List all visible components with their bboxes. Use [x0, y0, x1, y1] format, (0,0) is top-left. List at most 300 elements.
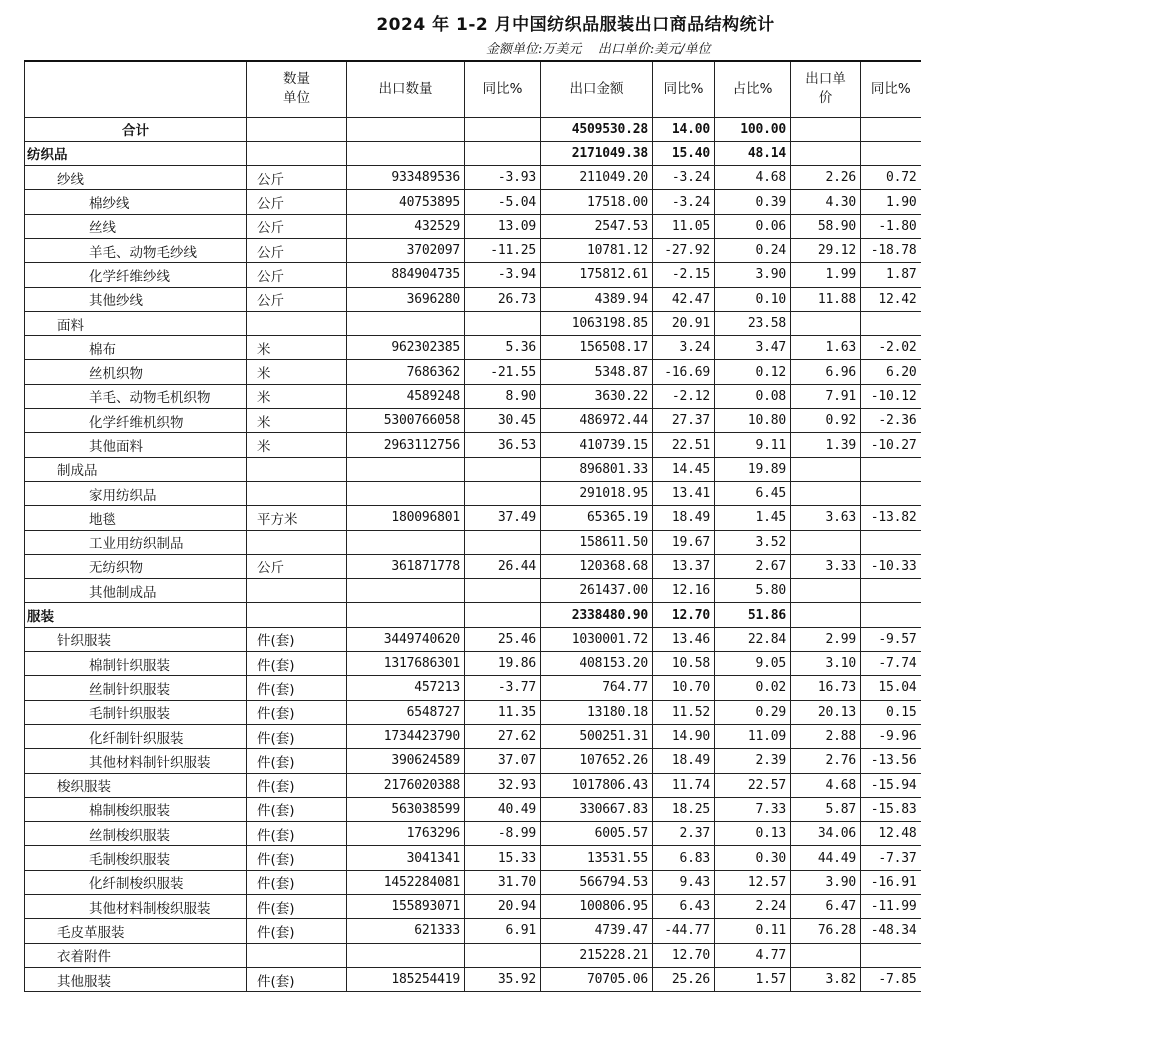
- cell-amount-yoy: 6.43: [653, 895, 715, 919]
- cell-price-yoy: -10.12: [861, 384, 921, 408]
- cell-item-name: 化纤制梭织服装: [25, 870, 247, 894]
- cell-unit: [247, 530, 347, 554]
- cell-amount: 13180.18: [541, 700, 653, 724]
- cell-unit: 件(套): [247, 822, 347, 846]
- cell-quantity-yoy: -21.55: [465, 360, 541, 384]
- header-unit: 数量 单位: [247, 61, 347, 117]
- cell-quantity-yoy: 13.09: [465, 214, 541, 238]
- cell-amount-yoy: 22.51: [653, 433, 715, 457]
- cell-unit-price: 5.87: [791, 797, 861, 821]
- cell-amount: 4509530.28: [541, 117, 653, 141]
- table-row: [25, 530, 921, 554]
- cell-price-yoy: -1.80: [861, 214, 921, 238]
- cell-unit-price: 6.47: [791, 895, 861, 919]
- header-item: [25, 61, 247, 117]
- table-row: [25, 409, 921, 433]
- cell-unit-price: 1.39: [791, 433, 861, 457]
- cell-quantity-yoy: -3.94: [465, 263, 541, 287]
- cell-amount-yoy: 14.90: [653, 724, 715, 748]
- cell-unit-price: [791, 141, 861, 165]
- cell-amount: 65365.19: [541, 506, 653, 530]
- cell-share: 19.89: [715, 457, 791, 481]
- cell-quantity-yoy: 15.33: [465, 846, 541, 870]
- cell-quantity-yoy: 11.35: [465, 700, 541, 724]
- cell-unit: 米: [247, 360, 347, 384]
- cell-unit-price: 3.82: [791, 967, 861, 991]
- cell-quantity-yoy: [465, 457, 541, 481]
- cell-unit: [247, 457, 347, 481]
- cell-share: 0.13: [715, 822, 791, 846]
- cell-quantity-yoy: 5.36: [465, 336, 541, 360]
- cell-item-name: 羊毛、动物毛机织物: [25, 384, 247, 408]
- cell-share: 0.08: [715, 384, 791, 408]
- cell-quantity-yoy: 30.45: [465, 409, 541, 433]
- cell-amount-yoy: 10.70: [653, 676, 715, 700]
- header-amount: 出口金额: [541, 61, 653, 117]
- table-row: [25, 749, 921, 773]
- cell-quantity: 3449740620: [347, 627, 465, 651]
- cell-quantity-yoy: 19.86: [465, 652, 541, 676]
- cell-quantity: 180096801: [347, 506, 465, 530]
- cell-item-name: 棉制梭织服装: [25, 797, 247, 821]
- cell-unit-price: 76.28: [791, 919, 861, 943]
- cell-price-yoy: 6.20: [861, 360, 921, 384]
- cell-item-name: 毛制梭织服装: [25, 846, 247, 870]
- cell-amount-yoy: 19.67: [653, 530, 715, 554]
- cell-quantity: 1452284081: [347, 870, 465, 894]
- cell-quantity-yoy: 31.70: [465, 870, 541, 894]
- table-row: [25, 311, 921, 335]
- cell-unit: 件(套): [247, 724, 347, 748]
- cell-unit-price: 34.06: [791, 822, 861, 846]
- cell-amount: 70705.06: [541, 967, 653, 991]
- cell-unit: 公斤: [247, 214, 347, 238]
- cell-unit-price: 58.90: [791, 214, 861, 238]
- cell-unit: [247, 311, 347, 335]
- cell-quantity: 155893071: [347, 895, 465, 919]
- cell-price-yoy: -10.27: [861, 433, 921, 457]
- cell-amount-yoy: 12.16: [653, 579, 715, 603]
- cell-amount-yoy: 12.70: [653, 943, 715, 967]
- cell-quantity-yoy: [465, 943, 541, 967]
- cell-item-name: 丝制针织服装: [25, 676, 247, 700]
- cell-item-name: 纱线: [25, 166, 247, 190]
- cell-share: 0.30: [715, 846, 791, 870]
- cell-unit: 件(套): [247, 967, 347, 991]
- cell-amount: 330667.83: [541, 797, 653, 821]
- cell-item-name: 无纺织物: [25, 554, 247, 578]
- cell-price-yoy: [861, 481, 921, 505]
- cell-quantity-yoy: 35.92: [465, 967, 541, 991]
- cell-quantity: 361871778: [347, 554, 465, 578]
- cell-amount-yoy: 15.40: [653, 141, 715, 165]
- cell-quantity-yoy: 32.93: [465, 773, 541, 797]
- cell-unit-price: 4.30: [791, 190, 861, 214]
- cell-price-yoy: -2.36: [861, 409, 921, 433]
- cell-amount-yoy: 3.24: [653, 336, 715, 360]
- cell-unit: 件(套): [247, 652, 347, 676]
- cell-price-yoy: 12.42: [861, 287, 921, 311]
- cell-amount: 211049.20: [541, 166, 653, 190]
- cell-quantity: 4589248: [347, 384, 465, 408]
- cell-unit: 米: [247, 433, 347, 457]
- cell-quantity: 933489536: [347, 166, 465, 190]
- cell-item-name: 羊毛、动物毛纱线: [25, 238, 247, 262]
- cell-amount: 500251.31: [541, 724, 653, 748]
- cell-unit: 件(套): [247, 797, 347, 821]
- cell-quantity: 5300766058: [347, 409, 465, 433]
- cell-share: 2.24: [715, 895, 791, 919]
- cell-item-name: 梭织服装: [25, 773, 247, 797]
- cell-share: 3.90: [715, 263, 791, 287]
- cell-amount-yoy: 18.49: [653, 506, 715, 530]
- cell-quantity: 563038599: [347, 797, 465, 821]
- cell-quantity: [347, 311, 465, 335]
- cell-amount-yoy: 13.41: [653, 481, 715, 505]
- cell-share: 7.33: [715, 797, 791, 821]
- table-row: [25, 652, 921, 676]
- cell-amount-yoy: 11.52: [653, 700, 715, 724]
- cell-share: 0.24: [715, 238, 791, 262]
- cell-amount: 107652.26: [541, 749, 653, 773]
- cell-quantity-yoy: 6.91: [465, 919, 541, 943]
- cell-quantity-yoy: -11.25: [465, 238, 541, 262]
- cell-quantity-yoy: 37.49: [465, 506, 541, 530]
- cell-amount: 566794.53: [541, 870, 653, 894]
- cell-amount-yoy: -44.77: [653, 919, 715, 943]
- cell-unit-price: 16.73: [791, 676, 861, 700]
- cell-share: 51.86: [715, 603, 791, 627]
- cell-unit-price: 3.63: [791, 506, 861, 530]
- cell-amount-yoy: 25.26: [653, 967, 715, 991]
- cell-amount: 17518.00: [541, 190, 653, 214]
- cell-amount-yoy: 2.37: [653, 822, 715, 846]
- table-row: [25, 579, 921, 603]
- cell-item-name: 其他纱线: [25, 287, 247, 311]
- cell-unit: [247, 481, 347, 505]
- cell-quantity: 621333: [347, 919, 465, 943]
- cell-price-yoy: -16.91: [861, 870, 921, 894]
- cell-item-name: 丝线: [25, 214, 247, 238]
- cell-unit-price: [791, 481, 861, 505]
- cell-quantity-yoy: 26.73: [465, 287, 541, 311]
- table-row: [25, 870, 921, 894]
- cell-share: 1.45: [715, 506, 791, 530]
- table-row: [25, 238, 921, 262]
- cell-unit-price: 0.92: [791, 409, 861, 433]
- cell-quantity-yoy: 27.62: [465, 724, 541, 748]
- cell-quantity-yoy: 36.53: [465, 433, 541, 457]
- cell-unit-price: [791, 603, 861, 627]
- cell-amount-yoy: 10.58: [653, 652, 715, 676]
- cell-share: 2.39: [715, 749, 791, 773]
- cell-price-yoy: -11.99: [861, 895, 921, 919]
- cell-item-name: 家用纺织品: [25, 481, 247, 505]
- cell-share: 100.00: [715, 117, 791, 141]
- cell-item-name: 其他材料制针织服装: [25, 749, 247, 773]
- table-row: [25, 797, 921, 821]
- cell-unit-price: [791, 579, 861, 603]
- cell-amount: 1017806.43: [541, 773, 653, 797]
- cell-quantity: [347, 530, 465, 554]
- cell-unit-price: 2.88: [791, 724, 861, 748]
- table-row: [25, 773, 921, 797]
- table-row: [25, 822, 921, 846]
- header-row: [25, 61, 921, 117]
- cell-unit-price: 1.99: [791, 263, 861, 287]
- cell-unit-price: 3.90: [791, 870, 861, 894]
- cell-share: 23.58: [715, 311, 791, 335]
- cell-item-name: 棉制针织服装: [25, 652, 247, 676]
- cell-item-name: 面料: [25, 311, 247, 335]
- cell-amount: 896801.33: [541, 457, 653, 481]
- cell-quantity: [347, 579, 465, 603]
- cell-share: 22.84: [715, 627, 791, 651]
- cell-amount-yoy: 42.47: [653, 287, 715, 311]
- cell-share: 9.11: [715, 433, 791, 457]
- cell-quantity-yoy: -8.99: [465, 822, 541, 846]
- cell-amount-yoy: 18.49: [653, 749, 715, 773]
- cell-amount-yoy: 18.25: [653, 797, 715, 821]
- cell-share: 12.57: [715, 870, 791, 894]
- cell-price-yoy: [861, 579, 921, 603]
- cell-unit: 件(套): [247, 773, 347, 797]
- cell-unit-price: 3.33: [791, 554, 861, 578]
- table-row: [25, 724, 921, 748]
- cell-unit: 件(套): [247, 846, 347, 870]
- cell-share: 0.10: [715, 287, 791, 311]
- cell-unit-price: 20.13: [791, 700, 861, 724]
- cell-amount: 13531.55: [541, 846, 653, 870]
- cell-price-yoy: -15.94: [861, 773, 921, 797]
- cell-amount: 410739.15: [541, 433, 653, 457]
- cell-quantity: 2963112756: [347, 433, 465, 457]
- cell-unit: [247, 117, 347, 141]
- cell-quantity: 3696280: [347, 287, 465, 311]
- table-row: [25, 457, 921, 481]
- cell-quantity-yoy: [465, 530, 541, 554]
- table-row: [25, 700, 921, 724]
- header-amount-yoy: 同比%: [653, 61, 715, 117]
- cell-amount: 3630.22: [541, 384, 653, 408]
- cell-amount: 2338480.90: [541, 603, 653, 627]
- cell-unit-price: 7.91: [791, 384, 861, 408]
- cell-unit-price: 4.68: [791, 773, 861, 797]
- cell-share: 0.11: [715, 919, 791, 943]
- table-row: [25, 263, 921, 287]
- header-quantity-yoy: 同比%: [465, 61, 541, 117]
- cell-amount: 291018.95: [541, 481, 653, 505]
- cell-amount-yoy: 11.74: [653, 773, 715, 797]
- cell-item-name: 毛皮革服装: [25, 919, 247, 943]
- cell-amount: 1063198.85: [541, 311, 653, 335]
- cell-share: 0.02: [715, 676, 791, 700]
- cell-item-name: 丝机织物: [25, 360, 247, 384]
- cell-unit-price: [791, 943, 861, 967]
- cell-amount-yoy: -3.24: [653, 190, 715, 214]
- cell-share: 4.68: [715, 166, 791, 190]
- table-row: [25, 287, 921, 311]
- cell-item-name: 毛制针织服装: [25, 700, 247, 724]
- cell-unit: 米: [247, 384, 347, 408]
- cell-share: 10.80: [715, 409, 791, 433]
- cell-item-name: 合计: [25, 117, 247, 141]
- cell-unit-price: [791, 530, 861, 554]
- cell-amount: 100806.95: [541, 895, 653, 919]
- cell-unit-price: 11.88: [791, 287, 861, 311]
- cell-price-yoy: 1.87: [861, 263, 921, 287]
- cell-unit: 公斤: [247, 190, 347, 214]
- header-price-yoy: 同比%: [861, 61, 921, 117]
- cell-amount-yoy: 13.46: [653, 627, 715, 651]
- cell-quantity: 3041341: [347, 846, 465, 870]
- table-row: [25, 919, 921, 943]
- cell-item-name: 纺织品: [25, 141, 247, 165]
- cell-quantity: 1317686301: [347, 652, 465, 676]
- table-row: [25, 190, 921, 214]
- cell-quantity-yoy: 8.90: [465, 384, 541, 408]
- cell-amount: 261437.00: [541, 579, 653, 603]
- cell-quantity: 962302385: [347, 336, 465, 360]
- cell-price-yoy: 0.15: [861, 700, 921, 724]
- cell-price-yoy: [861, 311, 921, 335]
- cell-unit-price: 6.96: [791, 360, 861, 384]
- cell-unit-price: 1.63: [791, 336, 861, 360]
- table-row: [25, 214, 921, 238]
- cell-item-name: 其他服装: [25, 967, 247, 991]
- cell-item-name: 棉布: [25, 336, 247, 360]
- cell-amount-yoy: -3.24: [653, 166, 715, 190]
- cell-quantity-yoy: 40.49: [465, 797, 541, 821]
- cell-amount: 5348.87: [541, 360, 653, 384]
- cell-price-yoy: -9.57: [861, 627, 921, 651]
- header-share: 占比%: [715, 61, 791, 117]
- table-row: [25, 166, 921, 190]
- cell-amount: 6005.57: [541, 822, 653, 846]
- cell-unit-price: [791, 457, 861, 481]
- cell-item-name: 其他材料制梭织服装: [25, 895, 247, 919]
- cell-amount: 2547.53: [541, 214, 653, 238]
- cell-unit-price: 2.26: [791, 166, 861, 190]
- cell-unit: 件(套): [247, 919, 347, 943]
- cell-unit: 件(套): [247, 870, 347, 894]
- cell-item-name: 地毯: [25, 506, 247, 530]
- cell-quantity: 6548727: [347, 700, 465, 724]
- cell-quantity: 432529: [347, 214, 465, 238]
- cell-share: 0.12: [715, 360, 791, 384]
- cell-quantity-yoy: [465, 117, 541, 141]
- cell-unit-price: 3.10: [791, 652, 861, 676]
- header-unit-price: 出口单 价: [791, 61, 861, 117]
- cell-unit: 件(套): [247, 749, 347, 773]
- cell-unit: 平方米: [247, 506, 347, 530]
- cell-price-yoy: -9.96: [861, 724, 921, 748]
- cell-amount: 10781.12: [541, 238, 653, 262]
- cell-quantity-yoy: -5.04: [465, 190, 541, 214]
- table-row: [25, 506, 921, 530]
- cell-amount-yoy: 9.43: [653, 870, 715, 894]
- document-title: 2024 年 1-2 月中国纺织品服装出口商品结构统计: [376, 15, 775, 35]
- cell-amount-yoy: 20.91: [653, 311, 715, 335]
- cell-unit: 公斤: [247, 554, 347, 578]
- cell-share: 6.45: [715, 481, 791, 505]
- cell-unit: 公斤: [247, 238, 347, 262]
- cell-price-yoy: -7.37: [861, 846, 921, 870]
- cell-item-name: 其他制成品: [25, 579, 247, 603]
- cell-amount: 175812.61: [541, 263, 653, 287]
- cell-unit: [247, 141, 347, 165]
- cell-quantity-yoy: 26.44: [465, 554, 541, 578]
- cell-quantity: [347, 603, 465, 627]
- cell-amount: 156508.17: [541, 336, 653, 360]
- cell-unit: 件(套): [247, 676, 347, 700]
- cell-amount-yoy: 14.45: [653, 457, 715, 481]
- cell-share: 4.77: [715, 943, 791, 967]
- cell-unit: 件(套): [247, 627, 347, 651]
- cell-unit: 件(套): [247, 700, 347, 724]
- cell-price-yoy: -7.85: [861, 967, 921, 991]
- cell-quantity: [347, 943, 465, 967]
- table-row: [25, 967, 921, 991]
- cell-item-name: 丝制梭织服装: [25, 822, 247, 846]
- cell-quantity-yoy: [465, 141, 541, 165]
- cell-price-yoy: -7.74: [861, 652, 921, 676]
- cell-item-name: 化学纤维纱线: [25, 263, 247, 287]
- cell-quantity: 7686362: [347, 360, 465, 384]
- cell-unit: 公斤: [247, 263, 347, 287]
- cell-amount-yoy: -2.15: [653, 263, 715, 287]
- table-row: [25, 603, 921, 627]
- cell-price-yoy: [861, 943, 921, 967]
- cell-price-yoy: 12.48: [861, 822, 921, 846]
- cell-amount: 2171049.38: [541, 141, 653, 165]
- cell-unit-price: 2.76: [791, 749, 861, 773]
- cell-quantity: 390624589: [347, 749, 465, 773]
- cell-price-yoy: [861, 457, 921, 481]
- cell-unit: [247, 579, 347, 603]
- cell-item-name: 服装: [25, 603, 247, 627]
- cell-item-name: 其他面料: [25, 433, 247, 457]
- cell-quantity-yoy: 20.94: [465, 895, 541, 919]
- cell-unit: 公斤: [247, 166, 347, 190]
- cell-unit-price: [791, 117, 861, 141]
- cell-amount: 764.77: [541, 676, 653, 700]
- cell-amount-yoy: 13.37: [653, 554, 715, 578]
- cell-quantity: 185254419: [347, 967, 465, 991]
- table-body: [25, 117, 921, 992]
- cell-amount-yoy: 11.05: [653, 214, 715, 238]
- cell-quantity-yoy: -3.93: [465, 166, 541, 190]
- cell-price-yoy: -13.82: [861, 506, 921, 530]
- cell-share: 2.67: [715, 554, 791, 578]
- cell-unit: 公斤: [247, 287, 347, 311]
- export-structure-table: [24, 60, 921, 992]
- cell-price-yoy: 15.04: [861, 676, 921, 700]
- cell-amount: 120368.68: [541, 554, 653, 578]
- table-row: [25, 895, 921, 919]
- table-row: [25, 481, 921, 505]
- cell-quantity: 884904735: [347, 263, 465, 287]
- cell-amount-yoy: -16.69: [653, 360, 715, 384]
- cell-item-name: 针织服装: [25, 627, 247, 651]
- table-row: [25, 943, 921, 967]
- cell-price-yoy: 0.72: [861, 166, 921, 190]
- table-row: [25, 141, 921, 165]
- cell-share: 9.05: [715, 652, 791, 676]
- cell-amount: 408153.20: [541, 652, 653, 676]
- cell-quantity: 1763296: [347, 822, 465, 846]
- table-row: [25, 360, 921, 384]
